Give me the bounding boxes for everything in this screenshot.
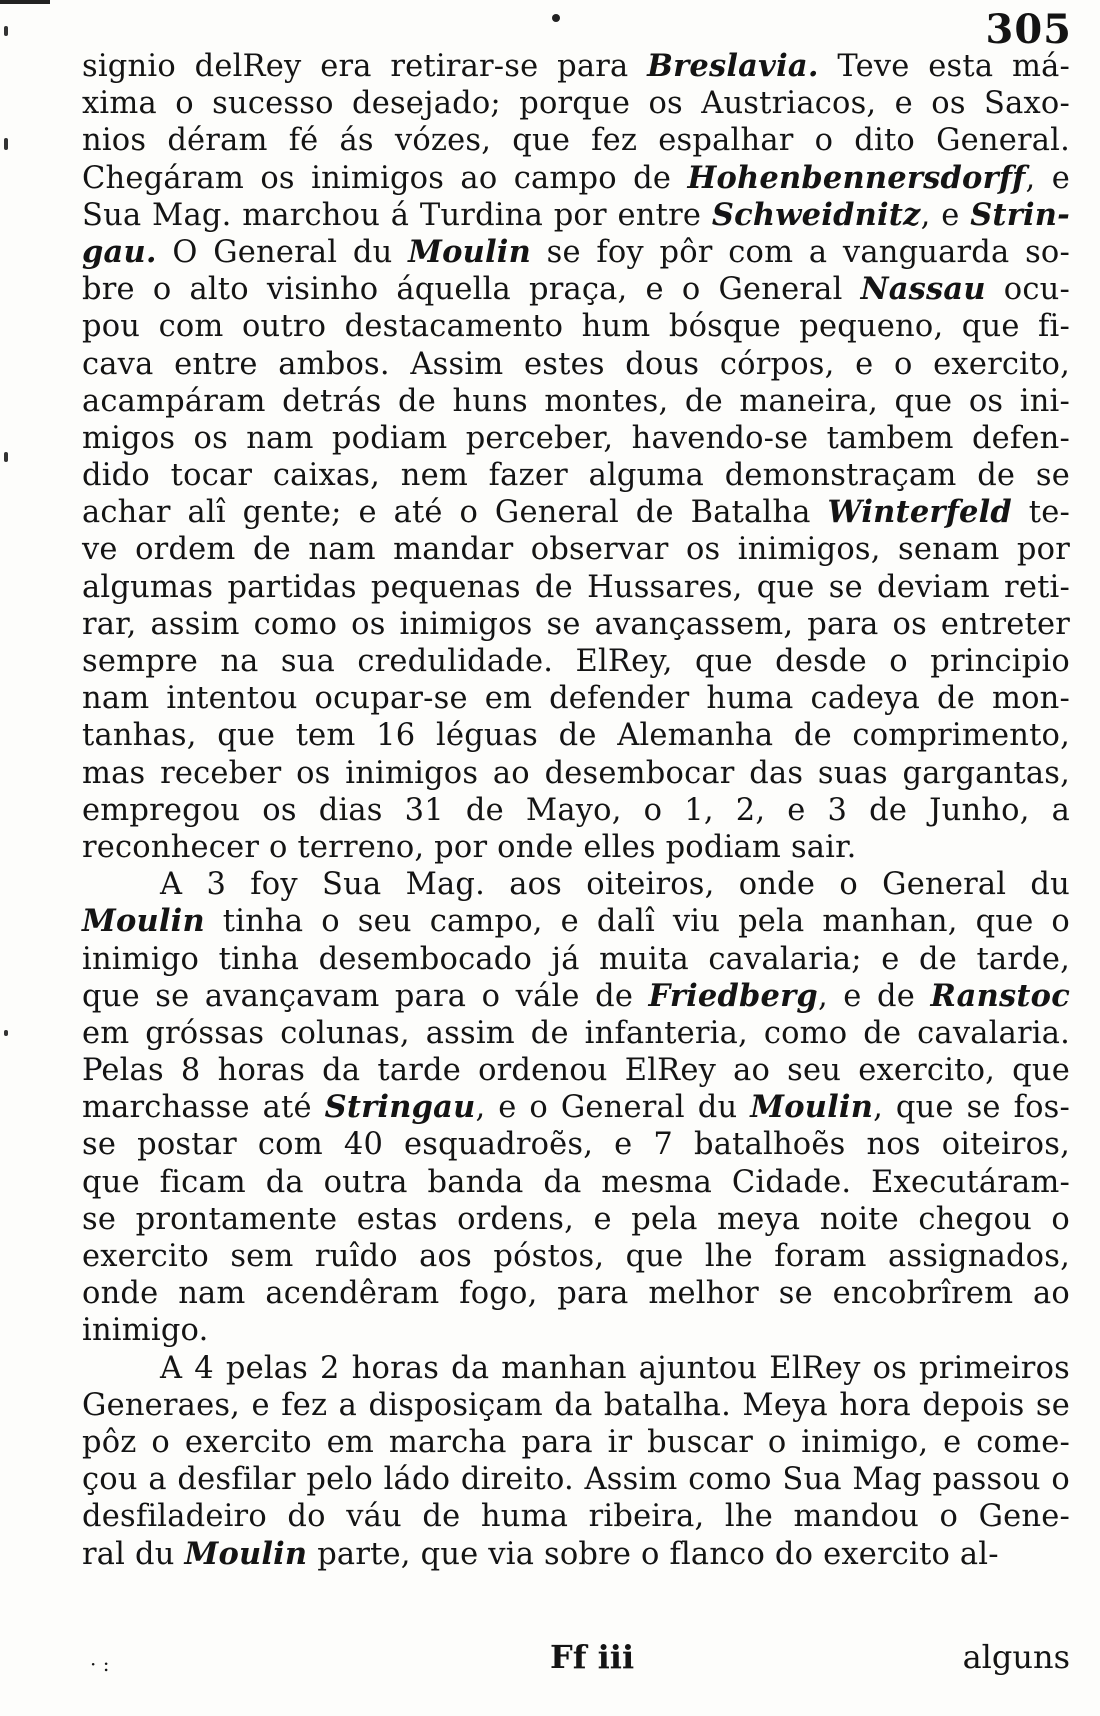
text-line: [82, 1461, 1070, 1498]
text-run: ocu-: [985, 272, 1071, 308]
text-run: , que se fos-: [873, 1090, 1070, 1126]
text-line: [82, 383, 1070, 420]
text-line: [82, 122, 1070, 159]
text-run: ral du: [82, 1536, 185, 1572]
text-line: [82, 308, 1070, 345]
text-line: [82, 680, 1070, 717]
text-run: Teve esta má-: [818, 49, 1070, 84]
text-run: pôz o exercito em marcha para ir buscar o inimigo, e come-: [82, 1424, 1070, 1460]
body-text: [82, 48, 1070, 1573]
text-line: [82, 197, 1070, 234]
text-line: [82, 494, 1070, 531]
text-run: nios déram fé ás vózes, que fez espalhar o dito General.: [82, 123, 1070, 159]
text-line: [82, 792, 1070, 829]
text-run: , e: [920, 197, 971, 233]
text-run: Sua Mag. marchou á Turdina por entre: [82, 197, 712, 233]
text-run: onde nam acendêram fogo, para melhor se encobrîrem ao: [82, 1276, 1070, 1312]
text-run: , e o General du: [475, 1090, 751, 1126]
text-run: algumas partidas pequenas de Hussares, que se deviam reti-: [82, 569, 1070, 605]
text-line: [82, 1312, 1070, 1349]
text-run: dido tocar caixas, nem fazer alguma demonstraçam de se: [82, 458, 1070, 494]
text-line: [82, 346, 1070, 383]
text-line: [82, 717, 1070, 754]
signature-mark: Ff iii: [550, 1638, 635, 1676]
text-line: [82, 1015, 1070, 1052]
text-run: sempre na sua credulidade. ElRey, que desde o principio: [82, 644, 1070, 679]
text-line: [82, 866, 1070, 903]
text-line: [82, 531, 1070, 568]
text-run: xima o sucesso desejado; porque os Austriacos, e os Saxo-: [82, 86, 1070, 122]
corner-rule: [0, 0, 50, 18]
text-line: [82, 1498, 1070, 1535]
text-line: [82, 160, 1070, 197]
text-run: que ficam da outra banda da mesma Cidade. Executáram-: [82, 1164, 1070, 1200]
text-run: que se avançavam para o vále de: [82, 978, 649, 1014]
text-line: [82, 1164, 1070, 1201]
text-line: [82, 755, 1070, 792]
text-run: Generaes, e fez a disposiçam da batalha. Meya hora depois se: [82, 1387, 1070, 1423]
italic-name: Moulin: [750, 1089, 874, 1126]
text-run: acampáram detrás de huns montes, de maneira, que os ini-: [82, 383, 1070, 419]
text-run: se foy pôr com a vanguarda so-: [530, 234, 1070, 270]
text-run: mas receber os inimigos ao desembocar das suas gargantas,: [82, 755, 1070, 791]
text-line: [82, 1387, 1070, 1424]
text-run: A 3 foy Sua Mag. aos oiteiros, onde o General du: [160, 867, 1070, 903]
text-run: çou a desfilar pelo ládo direito. Assim como Sua Mag passou o: [82, 1462, 1070, 1498]
text-run: ve ordem de nam mandar observar os inimigos, senam por: [82, 532, 1070, 568]
text-run: te-: [1011, 495, 1070, 531]
text-run: desfiladeiro do váu de huma ribeira, lhe mandou o Gene-: [82, 1499, 1070, 1535]
text-line: [82, 1089, 1070, 1126]
text-line: [82, 420, 1070, 457]
margin-ink-specks: [4, 20, 10, 1700]
text-run: tanhas, que tem 16 léguas de Alemanha de comprimento,: [82, 718, 1070, 754]
text-run: se postar com 40 esquadroẽs, e 7 batalhoẽs nos oiteiros,: [82, 1127, 1070, 1163]
text-line: [82, 1536, 1070, 1573]
text-run: tinha o seu campo, e dalî viu pela manhan, que o: [204, 904, 1070, 940]
paragraph: [82, 1350, 1070, 1573]
text-run: Pelas 8 horas da tarde ordenou ElRey ao seu exercito, que: [82, 1053, 1070, 1089]
text-run: parte, que via sobre o flanco do exercito al-: [307, 1536, 999, 1572]
italic-name: Ranstoc: [930, 977, 1070, 1014]
italic-name: Moulin: [184, 1535, 308, 1572]
text-run: A 4 pelas 2 horas da manhan ajuntou ElRey os primeiros: [160, 1350, 1070, 1386]
italic-name: Moulin: [82, 903, 205, 940]
footer-specks: · :: [90, 1652, 110, 1676]
text-run: O General du: [156, 234, 409, 270]
text-line: [82, 48, 1070, 85]
text-line: [82, 606, 1070, 643]
text-run: , e de: [817, 978, 931, 1014]
text-line: [82, 1424, 1070, 1461]
text-run: inimigo tinha desembocado já muita cavalaria; e de tarde,: [82, 941, 1070, 977]
text-line: [82, 643, 1070, 680]
italic-name: gau.: [82, 233, 157, 270]
text-line: [82, 978, 1070, 1015]
text-line: [82, 829, 1070, 866]
text-run: nam intentou ocupar-se em defender huma cadeya de mon-: [82, 681, 1070, 717]
italic-name: Friedberg: [648, 977, 818, 1014]
italic-name: Breslavia.: [647, 48, 819, 84]
text-run: inimigo.: [82, 1313, 209, 1349]
italic-name: Schweidnitz: [711, 196, 921, 233]
text-run: se prontamente estas ordens, e pela meya noite chegou o: [82, 1201, 1070, 1237]
text-run: cava entre ambos. Assim estes dous córpos, e o exercito,: [82, 346, 1070, 382]
text-line: [82, 1238, 1070, 1275]
text-line: [82, 1201, 1070, 1238]
text-line: [82, 1350, 1070, 1387]
text-line: [82, 1126, 1070, 1163]
text-line: [82, 903, 1070, 940]
text-line: [82, 569, 1070, 606]
head-ornament-dot: [552, 14, 560, 22]
text-line: [82, 1275, 1070, 1312]
text-run: exercito sem ruîdo aos póstos, que lhe foram assignados,: [82, 1239, 1070, 1274]
text-run: migos os nam podiam perceber, havendo-se tambem defen-: [82, 420, 1070, 456]
paragraph: [82, 866, 1070, 1349]
italic-name: Hohenbennersdorff: [687, 159, 1026, 196]
italic-name: Stringau: [324, 1089, 476, 1126]
catchword: alguns: [962, 1638, 1070, 1676]
italic-name: Moulin: [408, 233, 531, 270]
italic-name: Strin-: [970, 196, 1070, 233]
text-run: empregou os dias 31 de Mayo, o 1, 2, e 3 de Junho, a: [82, 792, 1070, 828]
text-run: reconhecer o terreno, por onde elles podiam sair.: [82, 829, 857, 865]
text-run: achar alî gente; e até o General de Batalha: [82, 495, 828, 531]
page-footer: [82, 1638, 1070, 1684]
text-run: Chegáram os inimigos ao campo de: [82, 160, 688, 196]
text-line: [82, 941, 1070, 978]
text-line: [82, 85, 1070, 122]
text-run: marchasse até: [82, 1090, 325, 1126]
text-run: pou com outro destacamento hum bósque pequeno, que fi-: [82, 309, 1070, 345]
page-number: 305: [985, 6, 1072, 53]
paragraph: [82, 48, 1070, 866]
text-run: bre o alto visinho áquella praça, e o General: [82, 272, 861, 308]
text-run: rar, assim como os inimigos se avançassem, para os entreter: [82, 606, 1070, 642]
text-line: [82, 271, 1070, 308]
text-run: em gróssas colunas, assim de infanteria, como de cavalaria.: [82, 1015, 1070, 1051]
text-line: [82, 457, 1070, 494]
text-line: [82, 234, 1070, 271]
text-run: signio delRey era retirar-se para: [82, 49, 648, 84]
italic-name: Nassau: [860, 271, 986, 308]
italic-name: Winterfeld: [827, 494, 1012, 531]
text-line: [82, 1052, 1070, 1089]
text-run: , e: [1025, 160, 1070, 196]
